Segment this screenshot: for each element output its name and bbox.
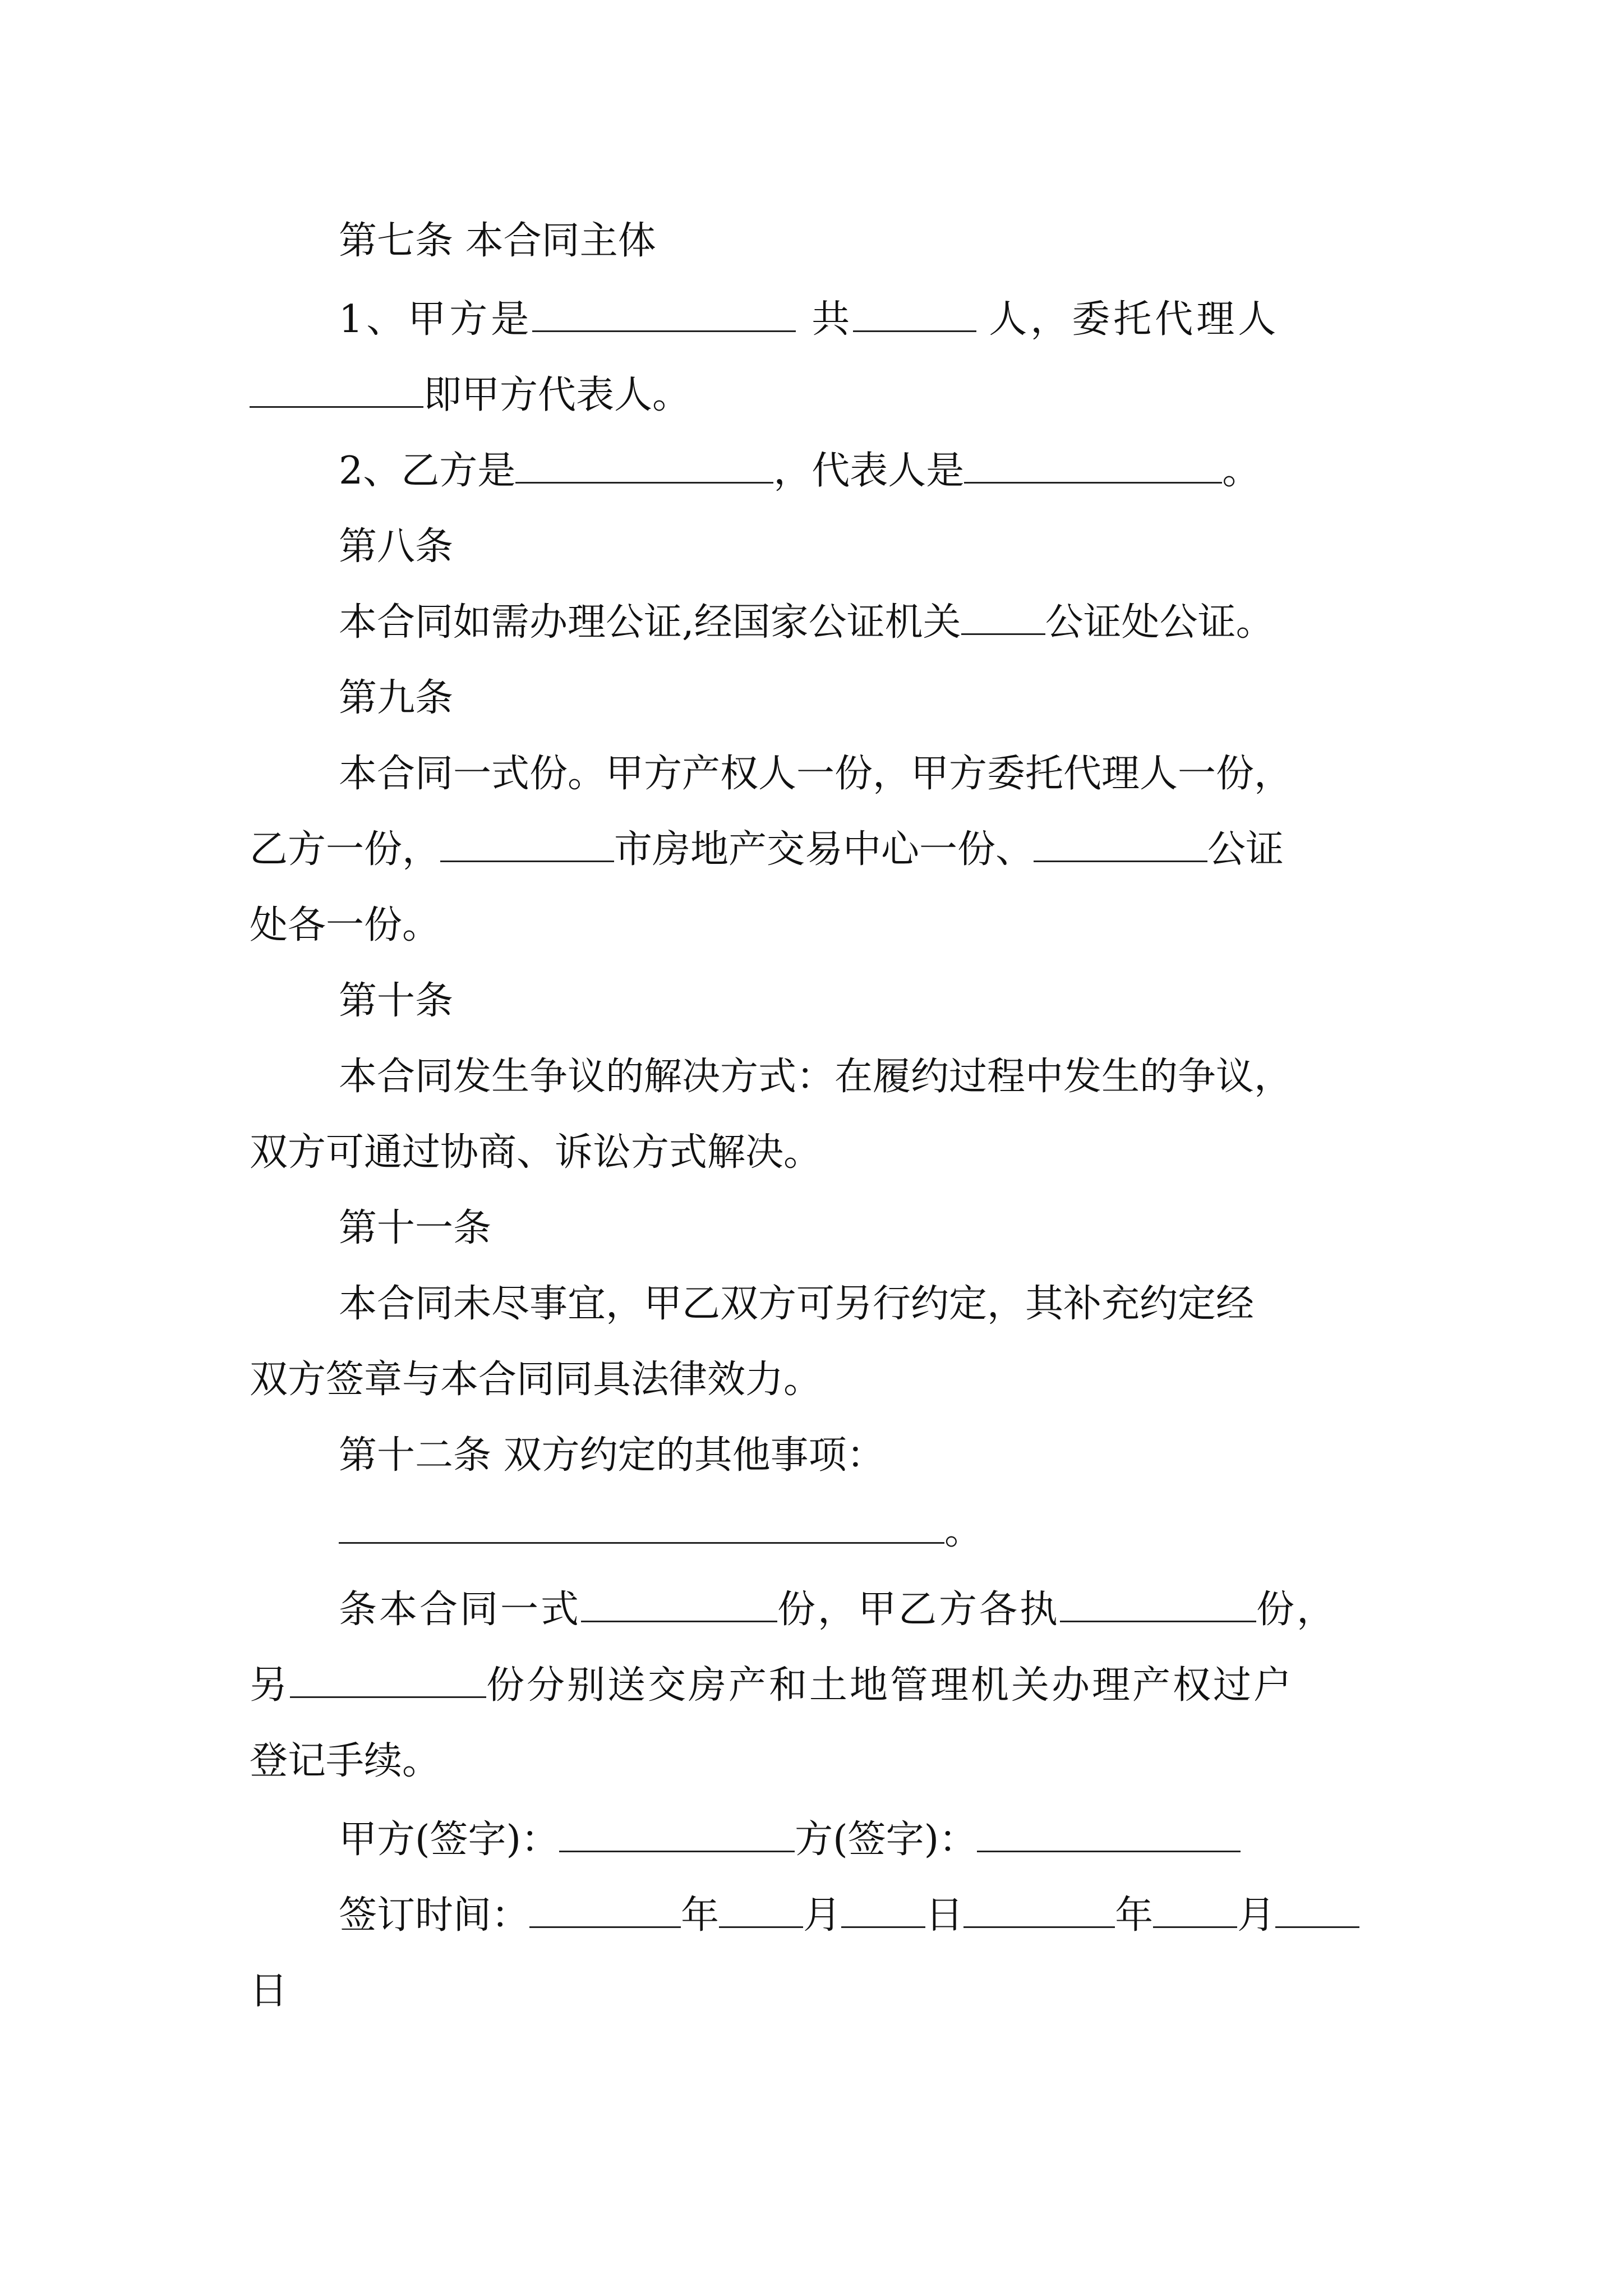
party-b-label: 2、乙方是 <box>339 449 516 493</box>
party-a-signature-label: 甲方(签字)： <box>339 1818 560 1862</box>
representative-label: 即甲方代表人。 <box>423 373 691 417</box>
party-b-rep-label: ，代表人是 <box>773 449 965 493</box>
period-mark-2: 。 <box>944 1509 983 1553</box>
article-8-line-1 <box>339 595 1483 651</box>
article-9-line-2 <box>250 822 1394 878</box>
article-9-line-1: 本合同一式份。甲方产权人一份，甲方委托代理人一份， <box>339 752 1293 796</box>
party-b-copy-text: 乙方一份， <box>250 827 441 872</box>
article-11-line-2: 双方签章与本合同同具法律效力。 <box>250 1358 822 1402</box>
party-b-signature-blank[interactable] <box>977 1816 1241 1852</box>
copies-line-2 <box>250 1658 1394 1714</box>
day-label-1: 日 <box>925 1893 964 1938</box>
party-b-blank[interactable] <box>515 447 773 484</box>
article-12-line-1 <box>339 1503 1483 1559</box>
copies-text: 条本合同一式 <box>339 1588 582 1632</box>
city-blank[interactable] <box>440 826 614 862</box>
day-blank-1[interactable] <box>841 1892 925 1928</box>
party-a-label: 1、甲方是 <box>339 297 533 342</box>
notary-blank[interactable] <box>1034 826 1207 862</box>
total-label: 共 <box>811 297 854 342</box>
signature-line <box>339 1812 1483 1868</box>
registry-copies-blank[interactable] <box>290 1662 486 1698</box>
day-blank-2[interactable] <box>1275 1892 1359 1928</box>
month-label-2: 月 <box>1237 1893 1276 1938</box>
copies-count-blank[interactable] <box>581 1586 777 1622</box>
article-12-title: 第十二条 双方约定的其他事项： <box>339 1433 885 1478</box>
month-label-1: 月 <box>803 1893 842 1938</box>
article-7-title: 第七条 本合同主体 <box>339 219 656 263</box>
article-11-title: 第十一条 <box>339 1206 492 1250</box>
copies-line-3: 登记手续。 <box>250 1739 441 1783</box>
count-blank[interactable] <box>853 296 976 332</box>
party-b-rep-blank[interactable] <box>964 447 1222 484</box>
copies-line-1 <box>339 1582 1483 1638</box>
year-blank-1[interactable] <box>529 1892 681 1928</box>
agent-label: 人，委托代理人 <box>989 297 1280 342</box>
article-8-title: 第八条 <box>339 524 454 569</box>
article-7-line-2 <box>250 367 1394 424</box>
party-a-blank[interactable] <box>532 296 796 332</box>
notary-word: 公证 <box>1207 827 1284 872</box>
party-a-signature-blank[interactable] <box>559 1816 795 1852</box>
signing-date-label: 签订时间： <box>339 1893 530 1938</box>
article-7-line-3 <box>339 443 1483 499</box>
notary-text: 本合同如需办理公证,经国家公证机关 <box>339 600 961 645</box>
another-text: 另 <box>250 1663 291 1708</box>
party-b-signature-label: 方(签字)： <box>795 1818 978 1862</box>
article-9-line-3: 处各一份。 <box>250 903 441 947</box>
article-10-title: 第十条 <box>339 979 454 1023</box>
year-label-1: 年 <box>681 1893 720 1938</box>
date-line-2: 日 <box>250 1969 288 2013</box>
exchange-center-text: 市房地产交易中心一份、 <box>614 827 1034 872</box>
agent-blank[interactable] <box>250 371 423 408</box>
period-mark: 。 <box>1222 449 1261 493</box>
article-9-title: 第九条 <box>339 676 454 720</box>
each-holds-text: 份，甲乙方各执 <box>777 1588 1061 1632</box>
each-holds-blank[interactable] <box>1060 1586 1256 1622</box>
article-7-line-1 <box>339 292 1483 348</box>
notary-office-blank[interactable] <box>961 599 1045 635</box>
copies-suffix: 份， <box>1256 1588 1338 1632</box>
article-11-line-1: 本合同未尽事宜，甲乙双方可另行约定，其补充约定经 <box>339 1282 1255 1326</box>
date-line <box>339 1888 1483 1944</box>
notary-text-end: 公证处公证。 <box>1045 600 1274 645</box>
month-blank-1[interactable] <box>719 1892 803 1928</box>
article-10-line-1: 本合同发生争议的解决方式：在履约过程中发生的争议， <box>339 1055 1293 1099</box>
month-blank-2[interactable] <box>1153 1892 1237 1928</box>
article-10-line-2: 双方可通过协商、诉讼方式解决。 <box>250 1130 822 1175</box>
other-matters-blank[interactable] <box>339 1507 944 1544</box>
year-label-2: 年 <box>1115 1893 1154 1938</box>
registry-text: 份分别送交房产和土地管理机关办理产权过户 <box>486 1663 1294 1708</box>
year-blank-2[interactable] <box>963 1892 1115 1928</box>
